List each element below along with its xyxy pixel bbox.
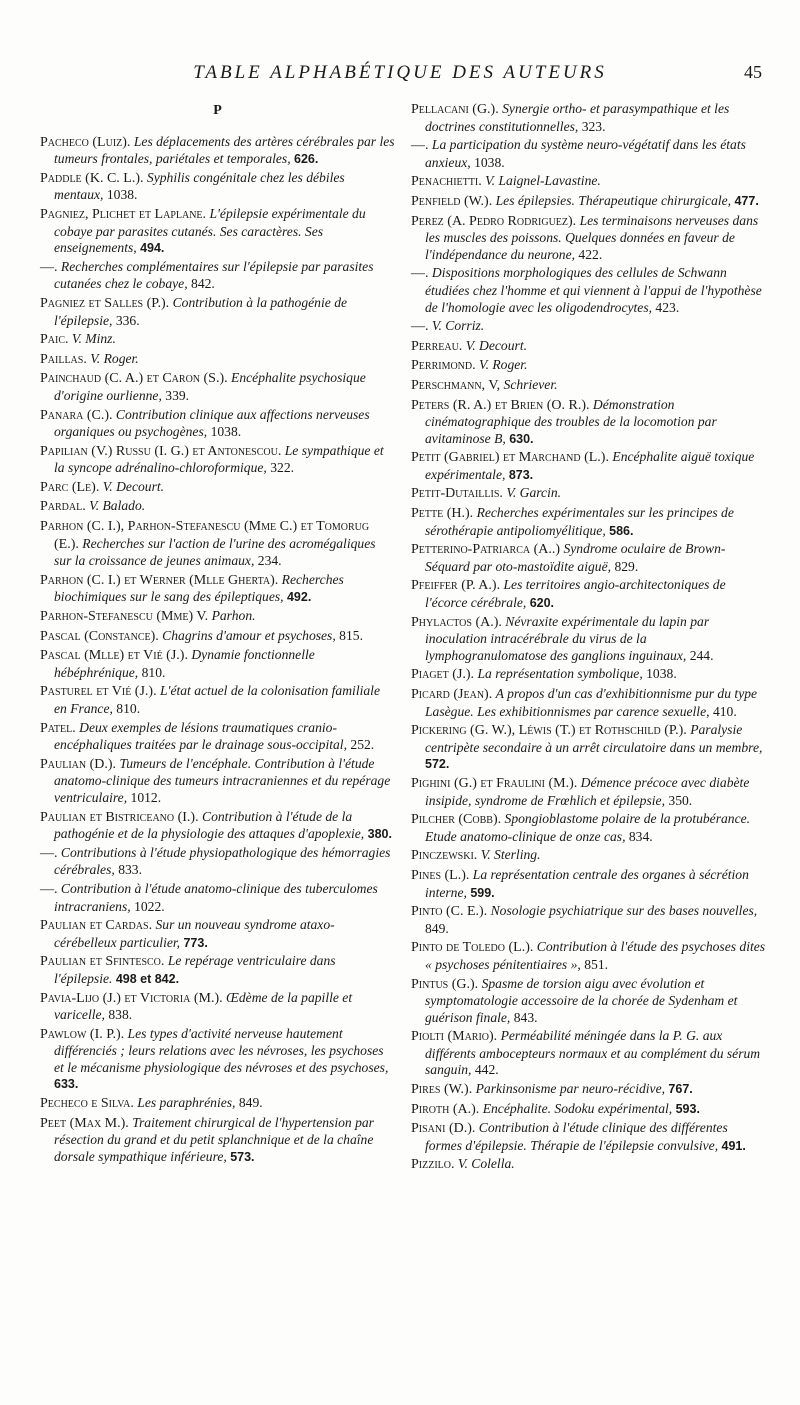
author-name: Paulian et Bistriceano (I.). bbox=[40, 809, 199, 825]
index-entry bbox=[40, 206, 395, 257]
index-entry bbox=[411, 939, 766, 973]
author-name: —. bbox=[411, 138, 429, 154]
index-entry bbox=[40, 572, 395, 606]
author-name: Pinto de Toledo (L.). bbox=[411, 940, 534, 956]
work-title: Contribution à l'étude de la pathogénie et de la physiologie des attaques d'apoplexie, bbox=[54, 808, 365, 842]
author-name: Paulian et Cardas. bbox=[40, 918, 153, 934]
index-entry bbox=[40, 170, 395, 204]
page-reference: 849. bbox=[425, 920, 449, 936]
work-title: L'état actuel de la colonisation familiale en France, bbox=[54, 683, 380, 716]
index-entry bbox=[411, 1156, 766, 1174]
page-reference: 350. bbox=[668, 792, 693, 808]
page-reference: 767. bbox=[668, 1082, 693, 1097]
work-title: Traitement chirurgical de l'hypertension par résection du grand et du petit splanchnique et de la chaîne dorsale sympathique inférieure, bbox=[54, 1114, 374, 1164]
work-title: Démence précoce avec diabète insipide, syndrome de Frœhlich et épilepsie, bbox=[425, 774, 750, 808]
work-title: V. Roger. bbox=[90, 350, 139, 366]
index-entry bbox=[40, 479, 395, 497]
work-title: Encéphalite psychosique d'origine ourlienne, bbox=[54, 370, 366, 403]
page-reference: 322. bbox=[270, 460, 295, 476]
page-reference: 810. bbox=[141, 664, 166, 680]
index-entry bbox=[40, 917, 395, 951]
page-reference: 573. bbox=[230, 1149, 255, 1164]
work-title: V. Colella. bbox=[457, 1156, 515, 1172]
author-name: Pagniez et Salles (P.). bbox=[40, 295, 170, 311]
index-entry bbox=[40, 1026, 395, 1093]
work-title: Parhon. bbox=[211, 608, 256, 624]
index-entry bbox=[411, 137, 766, 171]
work-title: V. Sterling. bbox=[480, 847, 541, 863]
work-title: A propos d'un cas d'exhibitionnisme pur du type Lasègue. Les exhibitionnismes par carence sexuelle, bbox=[425, 686, 758, 719]
right-entries bbox=[411, 101, 766, 1174]
index-entry bbox=[40, 756, 395, 807]
index-entry bbox=[40, 331, 395, 349]
work-title: Nosologie psychiatrique sur des bases nouvelles, bbox=[490, 903, 758, 919]
author-name: Peet (Max M.). bbox=[40, 1115, 129, 1131]
page-reference: 810. bbox=[116, 701, 141, 716]
author-name: Pawlow (I. P.). bbox=[40, 1026, 125, 1042]
work-title: Les territoires angio-architectoniques de l'écorce cérébrale, bbox=[425, 577, 726, 611]
author-name: Petterino-Patriarca (A..) bbox=[411, 542, 561, 558]
index-entry bbox=[40, 647, 395, 681]
work-title: Contribution à l'étude anatomo-clinique des tuberculomes intracraniens, bbox=[54, 880, 378, 914]
index-entry bbox=[411, 377, 766, 395]
page-reference: 838. bbox=[108, 1007, 133, 1023]
index-entry bbox=[411, 666, 766, 684]
index-entry bbox=[411, 505, 766, 539]
page-reference: 244. bbox=[689, 647, 714, 663]
author-name: Pinto (C. E.). bbox=[411, 904, 488, 920]
work-title: Recherches complémentaires sur l'épilepsie par parasites cutanées chez le cobaye, bbox=[54, 258, 374, 292]
index-entry bbox=[411, 775, 766, 809]
work-title: Le sympathique et la syncope adrénalino-chloroformique, bbox=[54, 442, 384, 476]
work-title: Névraxite expérimentale du lapin par inoculation intracérébrale du virus de la lymphogranulomatose des ganglions inguinaux, bbox=[425, 613, 710, 663]
work-title: Contribution à la pathogénie de l'épilepsie, bbox=[54, 294, 348, 328]
author-name: Paillas. bbox=[40, 351, 87, 367]
index-entry bbox=[411, 722, 766, 773]
page-reference: 410. bbox=[712, 703, 737, 719]
work-title: Recherches sur l'action de l'urine des acromégaliques sur la croissance de jeunes animaux, bbox=[54, 535, 376, 569]
index-entry bbox=[411, 903, 766, 937]
author-name: Perschmann, V, bbox=[411, 377, 501, 393]
author-name: Paulian et Sfintesco. bbox=[40, 954, 165, 970]
page-reference: 626. bbox=[294, 152, 319, 167]
author-name: Parhon-Stefanescu (Mme) V. bbox=[40, 609, 209, 625]
work-title: Deux exemples de lésions traumatiques cranio-encéphaliques traitées par le drainage sous-occipital, bbox=[54, 719, 347, 753]
index-entry bbox=[40, 809, 395, 843]
work-title: Encéphalite. Sodoku expérimental, bbox=[482, 1100, 673, 1116]
author-name: Pfeiffer (P. A.). bbox=[411, 578, 501, 594]
work-title: Schriever. bbox=[503, 376, 558, 392]
work-title: La participation du système neuro-végétatif dans les états anxieux, bbox=[425, 137, 746, 170]
index-entry bbox=[40, 953, 395, 987]
author-name: Parc (Le). bbox=[40, 479, 100, 495]
index-entry bbox=[411, 397, 766, 448]
page-reference: 633. bbox=[54, 1077, 79, 1092]
page-reference: 252. bbox=[350, 737, 375, 753]
index-entry bbox=[40, 608, 395, 626]
work-title: Les terminaisons nerveuses dans les muscles des poissons. Quelques données en faveur de l'indépendance du neurone, bbox=[425, 212, 759, 262]
running-title: TABLE ALPHABÉTIQUE DES AUTEURS bbox=[193, 62, 607, 83]
index-entry bbox=[411, 318, 766, 336]
index-entry bbox=[40, 518, 395, 570]
author-name: Pilcher (Cobb). bbox=[411, 812, 502, 828]
page-reference: 422. bbox=[578, 246, 603, 262]
page-reference: 423. bbox=[655, 299, 680, 315]
index-entry bbox=[40, 628, 395, 646]
index-entry bbox=[411, 193, 766, 211]
index-entry bbox=[411, 1120, 766, 1154]
index-entry bbox=[411, 265, 766, 316]
work-title: Sur un nouveau syndrome ataxo-cérébelleux particulier, bbox=[54, 917, 335, 950]
work-title: Dispositions morphologiques des cellules de Schwann étudiées chez l'homme et qui viennent à l'appui de l'hypothèse de l'homologie avec les oligodendrocytes, bbox=[425, 265, 762, 315]
work-title: Les paraphrénies, bbox=[137, 1095, 236, 1111]
index-entry bbox=[40, 881, 395, 915]
author-name: —. bbox=[40, 845, 58, 861]
page-reference: 498 et 842. bbox=[115, 971, 180, 986]
author-name: Patel. bbox=[40, 720, 76, 736]
author-name: Paic. bbox=[40, 332, 69, 348]
author-name: Penfield (W.). bbox=[411, 193, 493, 209]
page-reference: 843. bbox=[513, 1009, 538, 1025]
index-entry bbox=[40, 259, 395, 293]
work-title: Recherches expérimentales sur les principes de sérothérapie antipoliomyélitique, bbox=[425, 505, 734, 538]
index-entry bbox=[411, 847, 766, 865]
author-name: Panara (C.). bbox=[40, 407, 113, 423]
section-letter: P bbox=[213, 103, 222, 118]
author-name: Pizzilo. bbox=[411, 1157, 455, 1173]
work-title: V. Balado. bbox=[89, 498, 146, 514]
page-reference: 620. bbox=[529, 596, 555, 611]
index-entry bbox=[411, 867, 766, 901]
author-name: Pasturel et Vié (J.). bbox=[40, 684, 157, 700]
index-entry bbox=[40, 407, 395, 441]
page-reference: 1038. bbox=[474, 154, 505, 170]
author-name: Petit (Gabriel) et Marchand (L.). bbox=[411, 450, 609, 466]
author-name: Pardal. bbox=[40, 499, 86, 515]
author-name: Phylactos (A.). bbox=[411, 614, 502, 630]
page-reference: 586. bbox=[609, 523, 634, 538]
index-entry bbox=[411, 577, 766, 611]
author-name: Painchaud (C. A.) et Caron (S.). bbox=[40, 371, 228, 387]
work-title: V. Corriz. bbox=[431, 318, 485, 334]
author-name: Parhon (C. I.) et Werner (Mlle Gherta). bbox=[40, 572, 279, 588]
index-entry bbox=[411, 811, 766, 845]
work-title: L'épilepsie expérimentale du cobaye par parasites cutanés. Ses caractères. Ses enseignements, bbox=[54, 205, 366, 256]
author-name: Paddle (K. C. L.). bbox=[40, 170, 144, 186]
index-entry bbox=[40, 990, 395, 1024]
author-name: Picard (Jean). bbox=[411, 687, 493, 702]
work-title: Spongioblastome polaire de la protubérance. Etude anatomo-clinique de onze cas, bbox=[425, 811, 751, 844]
work-title: Contribution clinique aux affections nerveuses organiques ou psychogènes, bbox=[54, 406, 370, 440]
page-reference: 336. bbox=[115, 312, 140, 328]
author-name: Parhon (C. I.), Parhon-Stefanescu (Mme C.) et Tomorug (E.). bbox=[40, 519, 370, 552]
page-reference: 593. bbox=[675, 1101, 700, 1116]
index-entry bbox=[411, 338, 766, 356]
work-title: Spasme de torsion aigu avec évolution et symptomatologie accessoire de la chorée de Sydenham et guérison finale, bbox=[425, 975, 738, 1025]
work-title: Parkinsonisme par neuro-récidive, bbox=[475, 1081, 666, 1097]
page-reference: 873. bbox=[508, 467, 534, 482]
page-reference: 834. bbox=[628, 828, 653, 844]
page-reference: 815. bbox=[339, 627, 363, 643]
page-reference: 773. bbox=[183, 935, 208, 950]
work-title: V. Minz. bbox=[71, 331, 116, 347]
page-reference: 1012. bbox=[130, 789, 162, 805]
author-name: Pascal (Constance). bbox=[40, 628, 159, 644]
page-reference: 339. bbox=[165, 387, 190, 403]
index-entry bbox=[411, 101, 766, 135]
page-reference: 599. bbox=[470, 885, 495, 900]
work-title: Chagrins d'amour et psychoses, bbox=[162, 627, 336, 643]
author-name: Pintus (G.). bbox=[411, 976, 479, 992]
page-header bbox=[0, 62, 800, 86]
author-name: —. bbox=[411, 319, 429, 335]
work-title: V. Decourt. bbox=[465, 337, 527, 353]
work-title: Synergie ortho- et parasympathique et les doctrines constitutionnelles, bbox=[425, 101, 730, 134]
work-title: Dynamie fonctionnelle hébéphrénique, bbox=[54, 647, 315, 680]
author-name: Pacheco (Luiz). bbox=[40, 134, 131, 150]
index-entry bbox=[40, 720, 395, 754]
page-reference: 1038. bbox=[210, 424, 242, 440]
author-name: Pires (W.). bbox=[411, 1082, 473, 1098]
index-entry bbox=[40, 370, 395, 404]
page-reference: 1038. bbox=[106, 187, 138, 203]
work-title: Encéphalite aiguë toxique expérimentale, bbox=[425, 449, 755, 482]
work-title: Syndrome oculaire de Brown-Séquard par oto-mastoïdite aiguë, bbox=[425, 541, 726, 574]
page-number: 45 bbox=[744, 62, 762, 82]
index-entry bbox=[411, 614, 766, 665]
work-title: Œdème de la papille et varicelle, bbox=[54, 989, 353, 1023]
page-reference: 380. bbox=[367, 827, 392, 842]
author-name: Perrimond. bbox=[411, 358, 476, 374]
author-name: —. bbox=[411, 266, 429, 282]
work-title: Les déplacements des artères cérébrales par les tumeurs frontales, pariétales et temporales, bbox=[54, 133, 395, 167]
index-entry bbox=[411, 449, 766, 483]
index-entry bbox=[40, 498, 395, 516]
index-entry bbox=[40, 1115, 395, 1166]
author-name: Pette (H.). bbox=[411, 506, 474, 522]
author-name: Pavia-Lijo (J.) et Victoria (M.). bbox=[40, 990, 223, 1006]
right-column bbox=[411, 101, 766, 1176]
index-entry bbox=[411, 173, 766, 191]
page-reference: 572. bbox=[425, 757, 450, 772]
index-entry bbox=[411, 686, 766, 720]
author-name: Piaget (J.). bbox=[411, 667, 475, 683]
work-title: V. Decourt. bbox=[102, 478, 165, 494]
index-entry bbox=[40, 134, 395, 168]
work-title: Tumeurs de l'encéphale. Contribution à l'étude anatomo-clinique des tumeurs intracraniennes et du repérage ventriculaire, bbox=[54, 755, 391, 805]
index-entry bbox=[411, 357, 766, 375]
author-name: Pinczewski. bbox=[411, 848, 478, 864]
author-name: —. bbox=[40, 259, 58, 275]
work-title: Les épilepsies. Thérapeutique chirurgicale, bbox=[495, 192, 732, 208]
page-reference: 829. bbox=[614, 558, 639, 574]
author-name: Pisani (D.). bbox=[411, 1121, 476, 1137]
author-name: Petit-Dutaillis. bbox=[411, 486, 503, 502]
page-reference: 851. bbox=[584, 956, 609, 972]
page-reference: 1022. bbox=[134, 898, 165, 914]
page-reference: 442. bbox=[474, 1062, 499, 1078]
index-entry bbox=[411, 485, 766, 503]
index-entry bbox=[40, 845, 395, 879]
author-name: Pascal (Mlle) et Vié (J.). bbox=[40, 648, 188, 664]
author-name: Pagniez, Plichet et Laplane. bbox=[40, 206, 207, 222]
author-name: Pellacani (G.). bbox=[411, 102, 499, 117]
work-title: La représentation symbolique, bbox=[477, 666, 643, 682]
index-entry bbox=[40, 683, 395, 717]
author-name: —. bbox=[40, 881, 58, 897]
work-title: V. Roger. bbox=[479, 357, 528, 373]
page-reference: 492. bbox=[286, 590, 312, 605]
index-entry bbox=[411, 1081, 766, 1099]
left-column bbox=[40, 103, 395, 1167]
author-name: Piroth (A.). bbox=[411, 1101, 480, 1117]
left-entries bbox=[40, 134, 395, 1166]
page-reference: 833. bbox=[118, 862, 142, 878]
author-name: Paulian (D.). bbox=[40, 756, 117, 772]
work-title: Le repérage ventriculaire dans l'épilepsie. bbox=[54, 953, 336, 986]
work-title: Contributions à l'étude physiopathologique des hémorragies cérébrales, bbox=[54, 844, 391, 878]
index-entry bbox=[40, 443, 395, 477]
author-name: Peters (R. A.) et Brien (O. R.). bbox=[411, 397, 590, 413]
page-reference: 849. bbox=[238, 1095, 263, 1111]
author-name: Piolti (Mario). bbox=[411, 1029, 498, 1045]
page-reference: 842. bbox=[191, 276, 215, 292]
page-reference: 234. bbox=[257, 553, 282, 569]
work-title: La représentation centrale des organes à sécrétion interne, bbox=[425, 866, 749, 900]
index-entry bbox=[411, 1101, 766, 1119]
author-name: Pecheco e Silva. bbox=[40, 1096, 134, 1112]
index-entry bbox=[411, 213, 766, 264]
page-reference: 491. bbox=[721, 1138, 746, 1153]
page-reference: 1038. bbox=[646, 666, 677, 682]
author-name: Penachietti. bbox=[411, 174, 482, 190]
author-name: Perreau. bbox=[411, 338, 463, 354]
author-name: Pickering (G. W.), Léwis (T.) et Rothschild (P.). bbox=[411, 723, 687, 739]
author-name: Pines (L.). bbox=[411, 867, 470, 883]
work-title: Les types d'activité nerveuse hautement différenciés ; leurs relations avec les névroses, les psychoses et le mécanisme physiologique des névroses et des psychoses, bbox=[54, 1025, 389, 1075]
work-title: V. Garcin. bbox=[506, 485, 562, 501]
work-title: Perméabilité méningée dans la P. G. aux différents ambocepteurs normaux et au complément du sérum sanguin, bbox=[425, 1028, 761, 1078]
index-entry bbox=[411, 976, 766, 1027]
work-title: Paralysie centripète secondaire à un arrêt circulatoire dans un membre, bbox=[425, 722, 763, 755]
author-name: Papilian (V.) Russu (I. G.) et Antonescou. bbox=[40, 443, 282, 459]
author-name: Perez (A. Pedro Rodriguez). bbox=[411, 213, 577, 229]
index-entry bbox=[411, 1028, 766, 1079]
work-title: V. Laignel-Lavastine. bbox=[485, 173, 601, 189]
index-entry bbox=[40, 1095, 395, 1113]
page-reference: 323. bbox=[581, 118, 606, 134]
index-entry bbox=[40, 295, 395, 329]
page-reference: 630. bbox=[509, 431, 534, 446]
author-name: Pighini (G.) et Fraulini (M.). bbox=[411, 775, 578, 791]
index-entry bbox=[40, 351, 395, 369]
page-reference: 494. bbox=[140, 241, 165, 256]
index-entry bbox=[411, 541, 766, 575]
work-title: Recherches biochimiques sur le sang des épileptiques, bbox=[54, 571, 344, 605]
work-title: Démonstration cinématographique des troubles de la locomotion par avitaminose B, bbox=[425, 396, 717, 446]
work-title: Contribution à l'étude clinique des différentes formes d'épilepsie. Thérapie de l'épilepsie convulsive, bbox=[425, 1120, 728, 1153]
work-title: Syphilis congénitale chez les débiles mentaux, bbox=[54, 169, 345, 203]
page-reference: 477. bbox=[734, 193, 759, 208]
work-title: Contribution à l'étude des psychoses dites « psychoses pénitentiaires », bbox=[425, 939, 766, 972]
